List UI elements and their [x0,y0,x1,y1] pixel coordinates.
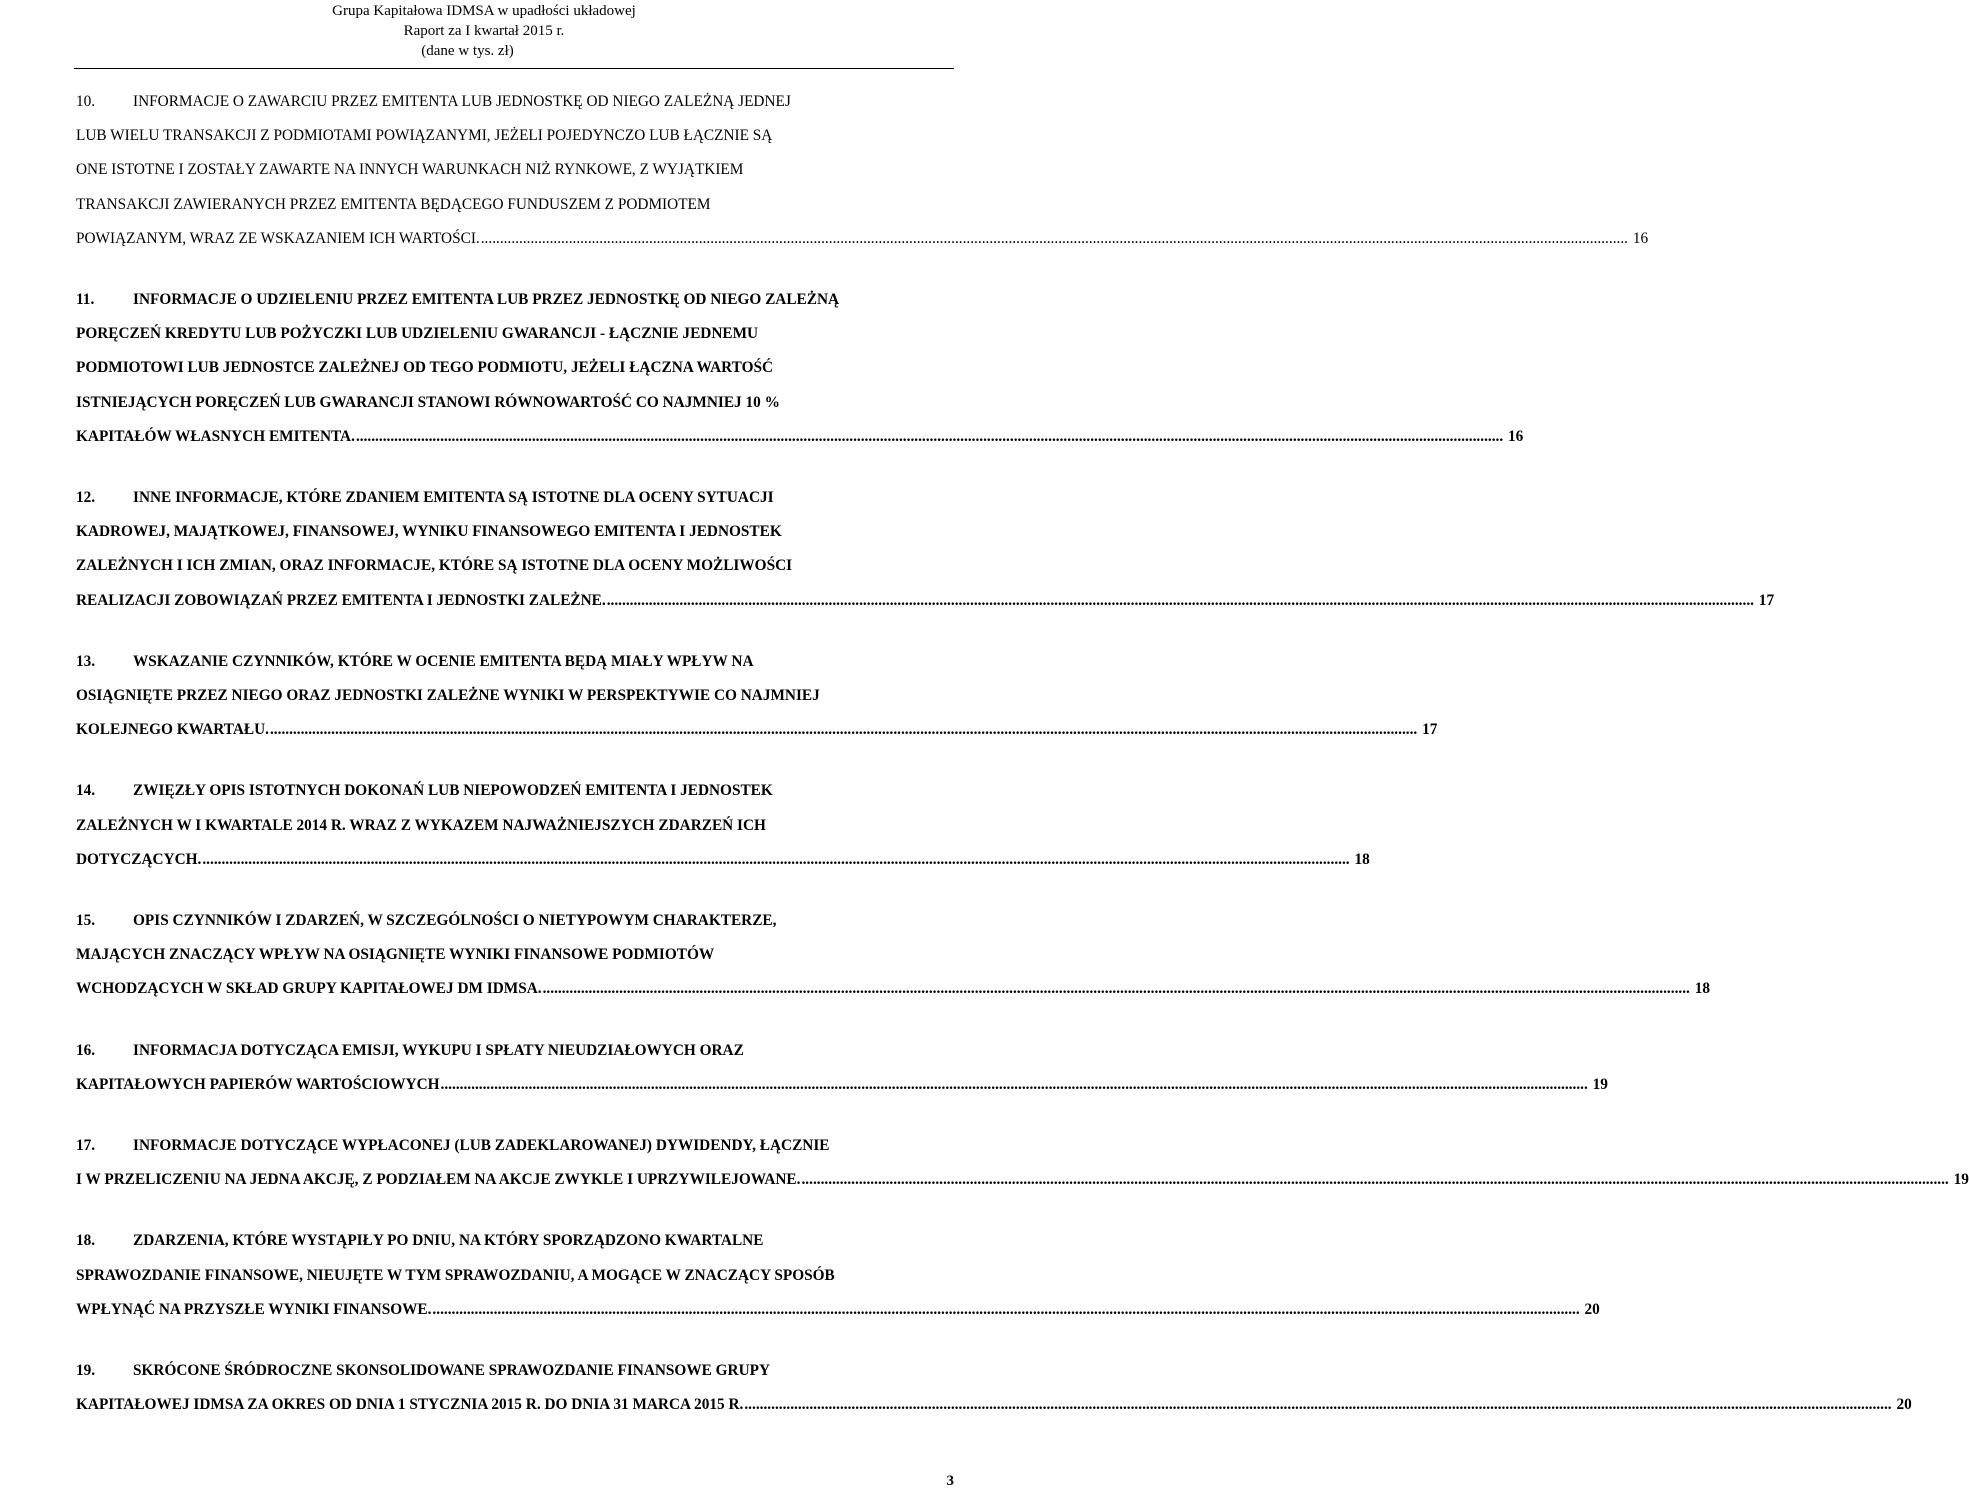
toc-entry-line [76,1041,744,1061]
toc-entry-line [76,522,782,542]
toc-entry-title: WCHODZĄCYCH W SKŁAD GRUPY KAPITAŁOWEJ DM IDMSA. [76,980,542,998]
toc-entry-title: POWIĄZANYM, WRAZ ZE WSKAZANIEM ICH WARTOŚCI. [76,229,480,247]
toc-leader-dots: ............................................................................................................................................................................................................................................................................................................ [432,1300,1580,1318]
toc-entry-title: KAPITAŁÓW WŁASNYCH EMITENTA. [76,427,355,445]
toc-entry-number: 12. [76,489,96,506]
toc-entry-title: INFORMACJE O ZAWARCIU PRZEZ EMITENTA LUB JEDNOSTKĘ OD NIEGO ZALEŻNĄ JEDNEJ [133,93,791,110]
toc-entry-line [76,816,766,836]
toc-entry-title: ONE ISTOTNE I ZOSTAŁY ZAWARTE NA INNYCH WARUNKACH NIŻ RYNKOWE, Z WYJĄTKIEM [76,161,744,179]
toc-entry-title: ZDARZENIA, KTÓRE WYSTĄPIŁY PO DNIU, NA KTÓRY SPORZĄDZONO KWARTALNE [133,1232,764,1250]
toc-leader-dots: ............................................................................................................................................................................................................................................................................................................ [202,850,1350,868]
toc-entry-line [76,488,774,508]
toc-entry-title: KAPITAŁOWYCH PAPIERÓW WARTOŚCIOWYCH [76,1075,440,1093]
toc-page-number: 16 [1508,427,1524,445]
toc-leader-dots: ............................................................................................................................................................................................................................................................................................................ [542,980,1690,998]
toc-entry-line [76,195,710,215]
toc-entry-line [76,781,773,801]
toc-entry-last-line [76,1395,1912,1415]
toc-entry-line [76,945,714,965]
header-report: Raport za I kwartał 2015 r. [403,23,565,39]
toc-entry-last-line [76,850,1370,870]
toc-entry-title: INFORMACJA DOTYCZĄCA EMISJI, WYKUPU I SPŁATY NIEUDZIAŁOWYCH ORAZ [133,1041,744,1059]
toc-entry-title: SKRÓCONE ŚRÓDROCZNE SKONSOLIDOWANE SPRAWOZDANIE FINANSOWE GRUPY [133,1362,771,1379]
toc-entry-line [76,652,754,672]
toc-entry-title: SPRAWOZDANIE FINANSOWE, NIEUJĘTE W TYM SPRAWOZDANIU, A MOGĄCE W ZNACZĄCY SPOSÓB [76,1266,835,1284]
toc-leader-dots: ............................................................................................................................................................................................................................................................................................................ [480,229,1628,247]
toc-entry-line [76,1231,763,1251]
toc-entry-line [76,911,776,931]
toc-page-number: 20 [1896,1396,1912,1414]
page-number: 3 [946,1473,954,1489]
toc-leader-dots: ............................................................................................................................................................................................................................................................................................................ [744,1396,1892,1414]
toc-entry-title: ZALEŻNYCH I ICH ZMIAN, ORAZ INFORMACJE, KTÓRE SĄ ISTOTNE DLA OCENY MOŻLIWOŚCI [76,557,793,575]
toc-entry-last-line [76,229,1649,249]
toc-entry-line [76,1361,770,1381]
header-rule [74,68,954,69]
toc-entry-title: OPIS CZYNNIKÓW I ZDARZEŃ, W SZCZEGÓLNOŚCI O NIETYPOWYM CHARAKTERZE, [133,912,777,929]
toc-entry-line [76,393,780,413]
toc-entry-line [76,686,820,706]
toc-entry-number: 19. [76,1362,96,1379]
toc-entry-last-line [76,427,1524,447]
toc-page-number: 17 [1422,721,1438,739]
toc-entry-number: 10. [76,93,96,110]
toc-entry-title: TRANSAKCJI ZAWIERANYCH PRZEZ EMITENTA BĘDĄCEGO FUNDUSZEM Z PODMIOTEM [76,195,711,213]
toc-entry-last-line [76,979,1710,999]
toc-entry-number: 17. [76,1137,96,1154]
toc-entry-title: OSIĄGNIĘTE PRZEZ NIEGO ORAZ JEDNOSTKI ZALEŻNE WYNIKI W PERSPEKTYWIE CO NAJMNIEJ [76,686,820,704]
toc-entry-title: ISTNIEJĄCYCH PORĘCZEŃ LUB GWARANCJI STANOWI RÓWNOWARTOŚĆ CO NAJMNIEJ 10 % [76,393,780,411]
toc-entry-line [76,160,743,180]
toc-entry-last-line [76,591,1775,611]
toc-leader-dots: ............................................................................................................................................................................................................................................................................................................ [801,1171,1949,1189]
toc-page-number: 16 [1632,229,1649,247]
toc-entry-title: KAPITAŁOWEJ IDMSA ZA OKRES OD DNIA 1 STYCZNIA 2015 R. DO DNIA 31 MARCA 2015 R. [76,1396,744,1414]
toc-entry-title: LUB WIELU TRANSAKCJI Z PODMIOTAMI POWIĄZANYMI, JEŻELI POJEDYNCZO LUB ŁĄCZNIE SĄ [76,127,773,145]
toc-entry-last-line [76,720,1438,740]
toc-leader-dots: ............................................................................................................................................................................................................................................................................................................ [269,721,1418,739]
toc-entry-title: PORĘCZEŃ KREDYTU LUB POŻYCZKI LUB UDZIELENIU GWARANCJI - ŁĄCZNIE JEDNEMU [76,325,759,343]
toc-entry-number: 15. [76,912,96,929]
toc-entry-line [76,1266,835,1286]
toc-entry-title: INFORMACJE DOTYCZĄCE WYPŁACONEJ (LUB ZADEKLAROWANEJ) DYWIDENDY, ŁĄCZNIE [133,1137,830,1154]
toc-page-number: 19 [1953,1171,1969,1189]
toc-entry-line [76,1136,830,1156]
toc-entry-title: INFORMACJE O UDZIELENIU PRZEZ EMITENTA LUB PRZEZ JEDNOSTKĘ OD NIEGO ZALEŻNĄ [133,291,840,308]
toc-entry-title: KOLEJNEGO KWARTAŁU. [76,721,269,739]
toc-entry-title: PODMIOTOWI LUB JEDNOSTCE ZALEŻNEJ OD TEGO PODMIOTU, JEŻELI ŁĄCZNA WARTOŚĆ [76,359,774,377]
toc-page-number: 20 [1584,1300,1600,1318]
toc-entry-line [76,556,792,576]
toc-leader-dots: ............................................................................................................................................................................................................................................................................................................ [355,427,1504,445]
toc-entry-number: 16. [76,1041,96,1059]
toc-entry-number: 14. [76,782,96,800]
toc-entry-last-line [76,1075,1608,1095]
toc-entry-title: I W PRZELICZENIU NA JEDNA AKCJĘ, Z PODZIAŁEM NA AKCJE ZWYKLE I UPRZYWILEJOWANE. [76,1171,801,1189]
toc-entry-title: ZALEŻNYCH W I KWARTALE 2014 R. WRAZ Z WYKAZEM NAJWAŻNIEJSZYCH ZDARZEŃ ICH [76,816,766,834]
toc-entry-number: 18. [76,1232,96,1250]
toc-entry-title: ZWIĘZŁY OPIS ISTOTNYCH DOKONAŃ LUB NIEPOWODZEŃ EMITENTA I JEDNOSTEK [133,782,773,800]
toc-entry-line [76,126,772,146]
toc-leader-dots: ............................................................................................................................................................................................................................................................................................................ [440,1075,1588,1093]
toc-page-number: 19 [1592,1075,1608,1093]
toc-entry-title: DOTYCZĄCYCH. [76,850,202,868]
toc-entry-line [76,92,791,112]
toc-entry-last-line [76,1300,1600,1320]
toc-entry-line [76,290,839,310]
header-units: (dane w tys. zł) [421,43,514,59]
toc-entry-title: MAJĄCYCH ZNACZĄCY WPŁYW NA OSIĄGNIĘTE WYNIKI FINANSOWE PODMIOTÓW [76,946,715,964]
toc-page-number: 18 [1354,850,1370,868]
toc-entry-line [76,324,758,344]
toc-entry-line [76,358,773,378]
toc-entry-title: WSKAZANIE CZYNNIKÓW, KTÓRE W OCENIE EMITENTA BĘDĄ MIAŁY WPŁYW NA [133,652,754,670]
toc-page-number: 18 [1694,980,1710,998]
header-company: Grupa Kapitałowa IDMSA w upadłości układowej [332,3,636,19]
toc-entry-title: KADROWEJ, MAJĄTKOWEJ, FINANSOWEJ, WYNIKU FINANSOWEGO EMITENTA I JEDNOSTEK [76,523,782,541]
toc-leader-dots: ............................................................................................................................................................................................................................................................................................................ [606,591,1754,609]
toc-entry-number: 11. [76,291,95,308]
toc-page-number: 17 [1758,591,1775,609]
page-header [0,0,960,61]
toc-entry-last-line [76,1170,1969,1190]
toc-entry-number: 13. [76,652,96,670]
toc-entry-title: INNE INFORMACJE, KTÓRE ZDANIEM EMITENTA SĄ ISTOTNE DLA OCENY SYTUACJI [133,489,774,506]
toc-entry-title: WPŁYNĄĆ NA PRZYSZŁE WYNIKI FINANSOWE. [76,1300,432,1318]
toc-entry-title: REALIZACJI ZOBOWIĄZAŃ PRZEZ EMITENTA I JEDNOSTKI ZALEŻNE. [76,591,606,609]
